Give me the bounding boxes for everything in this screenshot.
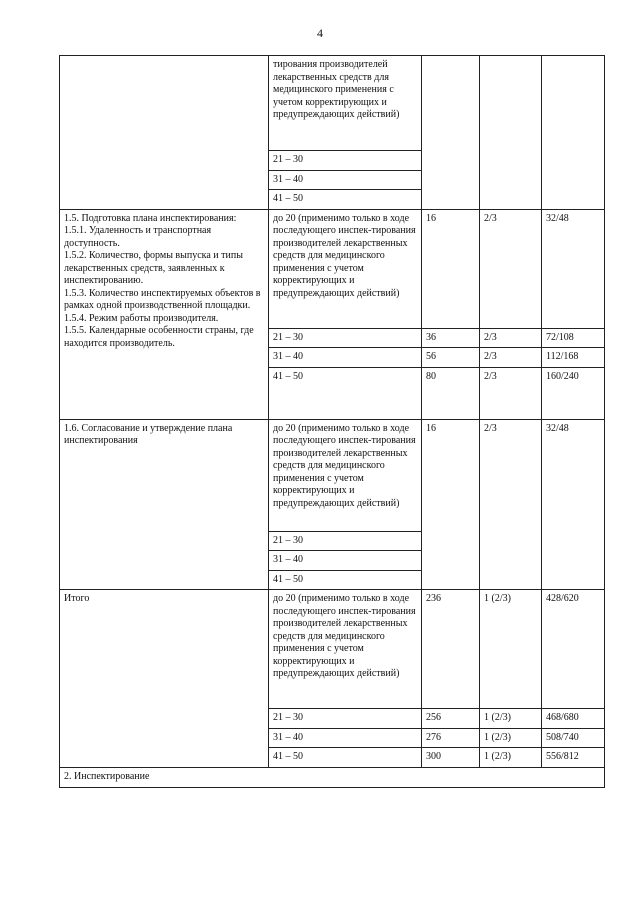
table-cell: тирования производителей лекарственных средств для медицинского применения с учетом корректирующих и предупреждающих действий) <box>269 56 422 151</box>
table-cell: 160/240 <box>542 367 605 419</box>
table-cell: 21 – 30 <box>269 531 422 551</box>
table-cell: 56 <box>422 348 480 368</box>
table-cell: 41 – 50 <box>269 570 422 590</box>
section-title-cell: 1.5. Подготовка плана инспектирования: 1.5.1. Удаленность и транспортная доступность. 1.5.2. Количество, формы выпуска и типы лекарственных средств, заявленных к инспектированию. 1.5.3. Количество инспектируемых объектов в рамках одной производственной площадки. 1.5.4. Режим работы производителя. 1.5.5. Календарные особенности страны, где находится производитель. <box>60 209 269 419</box>
page-number: 4 <box>317 26 323 40</box>
table-cell: 21 – 30 <box>269 328 422 348</box>
table-cell: 36 <box>422 328 480 348</box>
table-cell: 32/48 <box>542 419 605 590</box>
table-cell: до 20 (применимо только в ходе последующего инспек-тирования производителей лекарственных средств для медицинского применения с учетом корректирующих и предупреждающих действий) <box>269 419 422 531</box>
table-cell: 21 – 30 <box>269 151 422 171</box>
table-cell: 31 – 40 <box>269 728 422 748</box>
table-cell: до 20 (применимо только в ходе последующего инспек-тирования производителей лекарственных средств для медицинского применения с учетом корректирующих и предупреждающих действий) <box>269 209 422 328</box>
table-cell: 2/3 <box>480 348 542 368</box>
table-cell: 236 <box>422 590 480 709</box>
table-cell <box>480 56 542 210</box>
table-cell: 32/48 <box>542 209 605 328</box>
table-cell: 2/3 <box>480 419 542 590</box>
table-cell: 72/108 <box>542 328 605 348</box>
table-cell: 276 <box>422 728 480 748</box>
table-cell: 428/620 <box>542 590 605 709</box>
inspection-time-table <box>59 55 605 788</box>
table-cell <box>422 56 480 210</box>
table-cell: 112/168 <box>542 348 605 368</box>
table-cell: 300 <box>422 748 480 768</box>
table-cell: 21 – 30 <box>269 709 422 729</box>
table-cell: 31 – 40 <box>269 551 422 571</box>
table-cell: 41 – 50 <box>269 748 422 768</box>
continuation-title-cell <box>60 56 269 210</box>
table-cell: 80 <box>422 367 480 419</box>
section-title-cell: Итого <box>60 590 269 768</box>
table-cell <box>542 56 605 210</box>
table-cell: 468/680 <box>542 709 605 729</box>
table-cell: 2/3 <box>480 328 542 348</box>
table-cell: 1 (2/3) <box>480 709 542 729</box>
table-cell: 2/3 <box>480 209 542 328</box>
table-cell: 41 – 50 <box>269 367 422 419</box>
table-cell: 16 <box>422 209 480 328</box>
table-cell: до 20 (применимо только в ходе последующего инспек-тирования производителей лекарственных средств для медицинского применения с учетом корректирующих и предупреждающих действий) <box>269 590 422 709</box>
table-cell: 31 – 40 <box>269 348 422 368</box>
table-cell: 1 (2/3) <box>480 590 542 709</box>
table-cell: 16 <box>422 419 480 590</box>
section-title-cell: 1.6. Согласование и утверждение плана инспектирования <box>60 419 269 590</box>
table-cell: 31 – 40 <box>269 170 422 190</box>
table-cell: 256 <box>422 709 480 729</box>
table-cell: 1 (2/3) <box>480 728 542 748</box>
table-cell: 2/3 <box>480 367 542 419</box>
table-cell: 556/812 <box>542 748 605 768</box>
table-cell: 41 – 50 <box>269 190 422 210</box>
section-heading: 2. Инспектирование <box>60 767 605 787</box>
table-cell: 1 (2/3) <box>480 748 542 768</box>
table-cell: 508/740 <box>542 728 605 748</box>
